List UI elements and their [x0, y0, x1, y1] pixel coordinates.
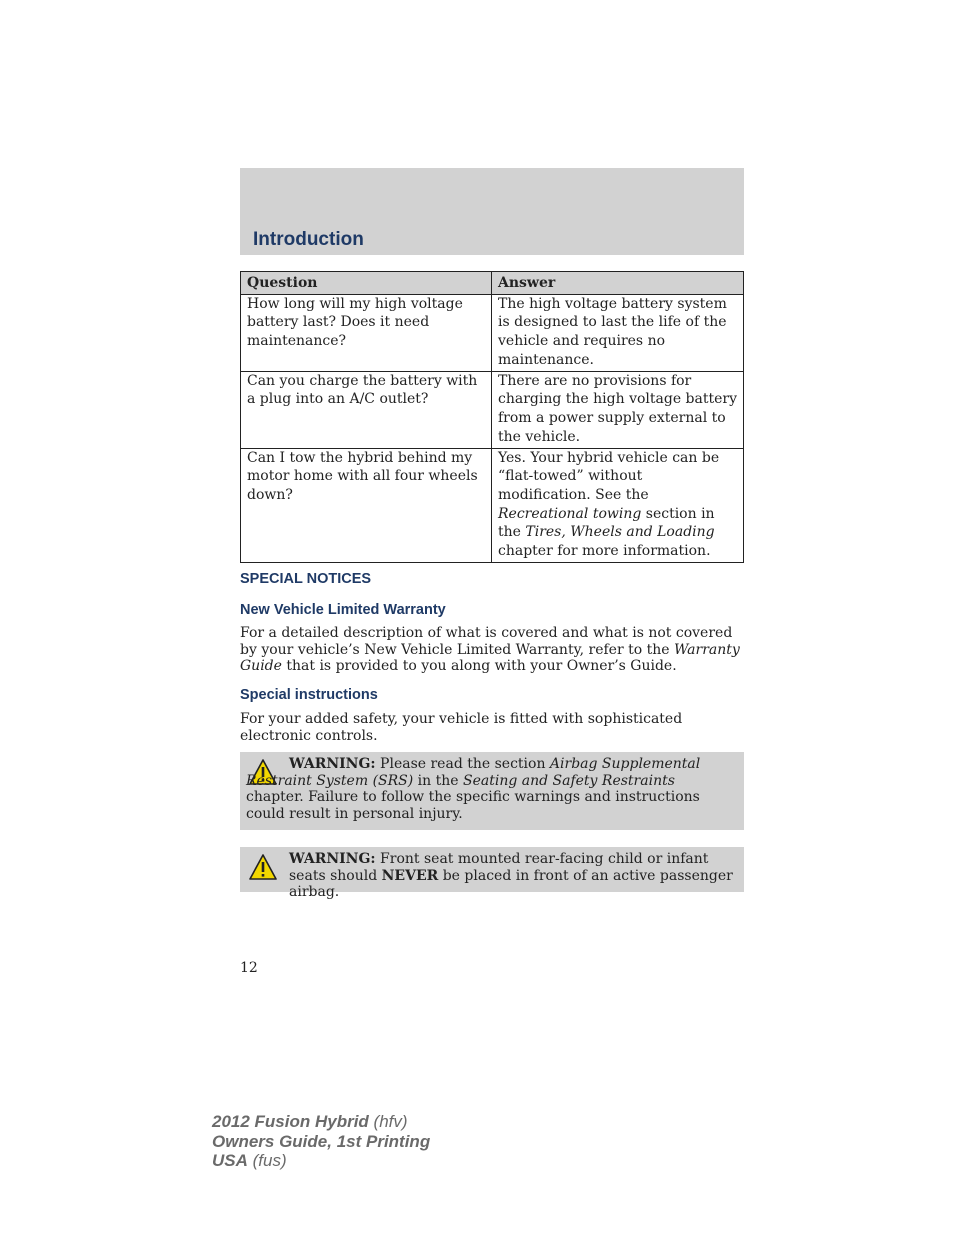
warning-triangle-icon — [248, 853, 278, 881]
warning-label: WARNING: — [289, 851, 376, 867]
answer-text: Yes. Your hybrid vehicle can be “flat-towed” without modification. See the — [498, 449, 720, 503]
special-instructions-heading: Special instructions — [240, 687, 378, 703]
chapter-header-band — [240, 168, 744, 255]
warning-box — [240, 847, 744, 900]
warning-text-part: chapter. Failure to follow the specific warnings and instructions could result in personal injury. — [246, 789, 700, 822]
column-header-question: Question — [241, 272, 492, 295]
paragraph-text: that is provided to you along with your Owner’s Guide. — [281, 658, 677, 674]
answer-text: chapter for more information. — [498, 543, 711, 560]
cross-reference: Warranty Guide — [240, 641, 740, 674]
instructions-paragraph: For your added safety, your vehicle is fitted with sophisticated electronic controls. — [240, 711, 683, 744]
answer-cell: There are no provisions for charging the high voltage battery from a power supply external to the vehicle. — [492, 371, 744, 448]
table-row — [241, 371, 744, 448]
question-cell: How long will my high voltage battery last? Does it need maintenance? — [241, 294, 492, 371]
footer-edition: Owners Guide, 1st Printing — [212, 1131, 431, 1151]
warning-text — [289, 851, 734, 901]
footer-line — [212, 1151, 430, 1171]
warning-text-part: in the — [413, 772, 463, 789]
table-header-row — [241, 272, 744, 295]
answer-text: section in the — [498, 505, 715, 541]
answer-cell — [492, 448, 744, 562]
cross-reference: Recreational towing — [498, 505, 642, 522]
footer-model: 2012 Fusion Hybrid — [212, 1112, 369, 1131]
footer-code: (fus) — [247, 1151, 287, 1170]
cross-reference: Airbag Supplemental Restraint System (SRS) — [246, 756, 701, 789]
warning-text — [246, 756, 734, 822]
warning-text-part: Please read the section — [375, 756, 550, 772]
warranty-paragraph — [240, 625, 746, 675]
paragraph-text: For a detailed description of what is covered and what is not covered by your vehicle’s New Vehicle Limited Warranty, refer to the — [240, 625, 733, 658]
footer-line — [212, 1112, 430, 1132]
cross-reference: Tires, Wheels and Loading — [525, 524, 715, 541]
column-header-answer: Answer — [492, 272, 744, 295]
warning-box — [240, 752, 744, 830]
chapter-title: Introduction — [253, 229, 364, 250]
emphasis-text: NEVER — [381, 867, 439, 884]
table-row — [241, 448, 744, 562]
faq-table — [240, 271, 744, 563]
document-footer — [212, 1112, 430, 1171]
table-row — [241, 294, 744, 371]
footer-market: USA — [212, 1151, 248, 1170]
footer-line — [212, 1132, 430, 1152]
cross-reference: Seating and Safety Restraints — [463, 772, 675, 789]
footer-code: (hfv) — [368, 1112, 408, 1131]
question-cell: Can you charge the battery with a plug into an A/C outlet? — [241, 371, 492, 448]
warning-text-part: Front seat mounted rear-facing child or infant seats should — [289, 851, 709, 884]
warning-text-part: be placed in front of an active passenger airbag. — [289, 867, 733, 900]
answer-cell: The high voltage battery system is designed to last the life of the vehicle and requires no maintenance. — [492, 294, 744, 371]
special-notices-heading: SPECIAL NOTICES — [240, 571, 372, 587]
question-cell: Can I tow the hybrid behind my motor home with all four wheels down? — [241, 448, 492, 562]
warning-label: WARNING: — [289, 756, 376, 772]
warranty-heading: New Vehicle Limited Warranty — [240, 602, 446, 618]
page-number: 12 — [240, 960, 258, 976]
